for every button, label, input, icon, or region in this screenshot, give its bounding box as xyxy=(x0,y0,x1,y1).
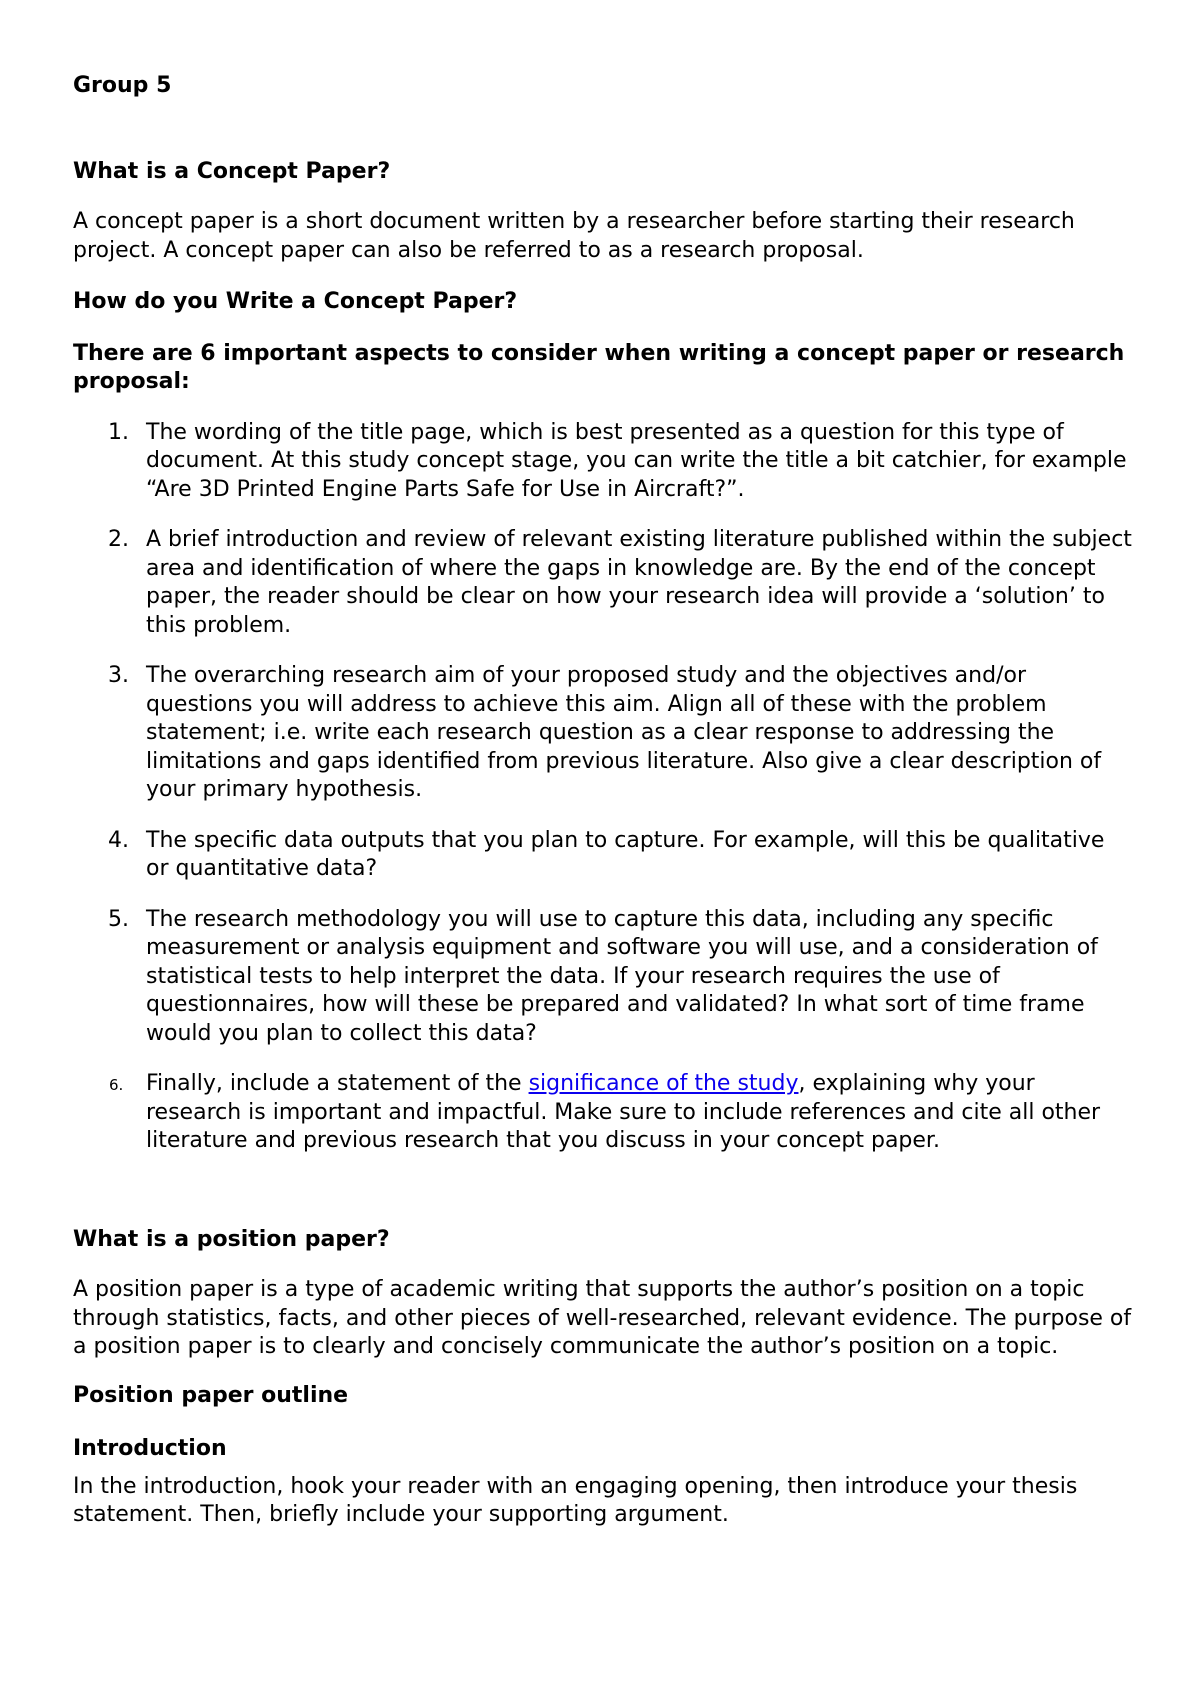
list-item-text: The overarching research aim of your proposed study and the objectives and/or questions you will address to achieve this aim. Align all of these with the problem statement; i.e. write each research question as a clear response to addressing the limitations and gaps identified from previous literature. Also give a clear description of your primary hypothesis. xyxy=(146,663,1102,802)
item6-text-after: , explaining why your research is important and impactful. Make sure to include references and cite all other literature and previous research that you discuss in your concept paper. xyxy=(146,1071,1101,1153)
item6-text-before: Finally, include a statement of the xyxy=(146,1071,529,1096)
position-heading: What is a position paper? xyxy=(73,1226,390,1252)
list-item-number: 5. xyxy=(108,906,129,932)
list-item xyxy=(73,1070,1133,1156)
list-item-text: The research methodology you will use to capture this data, including any specific measurement or analysis equipment and software you will use, and a consideration of statistical tests to help interpret the data. If your research requires the use of questionnaires, how will these be prepared and validated? In what sort of time frame would you plan to collect this data? xyxy=(146,906,1098,1046)
list-item xyxy=(73,827,1133,884)
list-item-text xyxy=(146,1071,1100,1153)
outline-heading: Position paper outline xyxy=(73,1382,349,1408)
list-item xyxy=(73,419,1133,505)
document-page xyxy=(73,72,1133,1530)
list-item-number: 2. xyxy=(108,527,129,552)
list-item-text: The wording of the title page, which is best presented as a question for this type of document. At this study concept stage, you can write the title a bit catchier, for example “Are 3D Printed Engine Parts Safe for Use in Aircraft?”. xyxy=(146,419,1127,502)
position-definition: A position paper is a type of academic writing that supports the author’s position on a topic through statistics, facts, and other pieces of well-researched, relevant evidence. The purpose of a position paper is to clearly and concisely communicate the author’s position on a topic. xyxy=(73,1277,1132,1359)
list-item-number: 4. xyxy=(108,827,129,853)
group-title: Group 5 xyxy=(73,73,172,98)
concept-heading: What is a Concept Paper? xyxy=(73,158,391,184)
aspects-list xyxy=(73,419,1133,1156)
list-item xyxy=(73,906,1133,1049)
introduction-text: In the introduction, hook your reader with an engaging opening, then introduce your thesis statement. Then, briefly include your supporting argument. xyxy=(73,1473,1078,1527)
list-item xyxy=(73,662,1133,805)
introduction-heading: Introduction xyxy=(73,1436,227,1461)
list-item-number: 1. xyxy=(108,419,129,445)
list-item-number: 6. xyxy=(109,1076,124,1094)
list-item-number: 3. xyxy=(108,663,129,688)
list-item-text: A brief introduction and review of relevant existing literature published within the subject area and identification of where the gaps in knowledge are. By the end of the concept paper, the reader should be clear on how your research idea will provide a ‘solution’ to this problem. xyxy=(146,527,1132,638)
list-item xyxy=(73,526,1133,640)
how-to-heading: How do you Write a Concept Paper? xyxy=(73,289,518,314)
aspects-heading: There are 6 important aspects to consider when writing a concept paper or research proposal: xyxy=(73,340,1125,394)
list-item-text: The specific data outputs that you plan to capture. For example, will this be qualitative or quantitative data? xyxy=(146,827,1105,881)
concept-definition: A concept paper is a short document written by a researcher before starting their research project. A concept paper can also be referred to as a research proposal. xyxy=(73,209,1075,263)
significance-of-study-link[interactable]: significance of the study xyxy=(528,1071,799,1096)
